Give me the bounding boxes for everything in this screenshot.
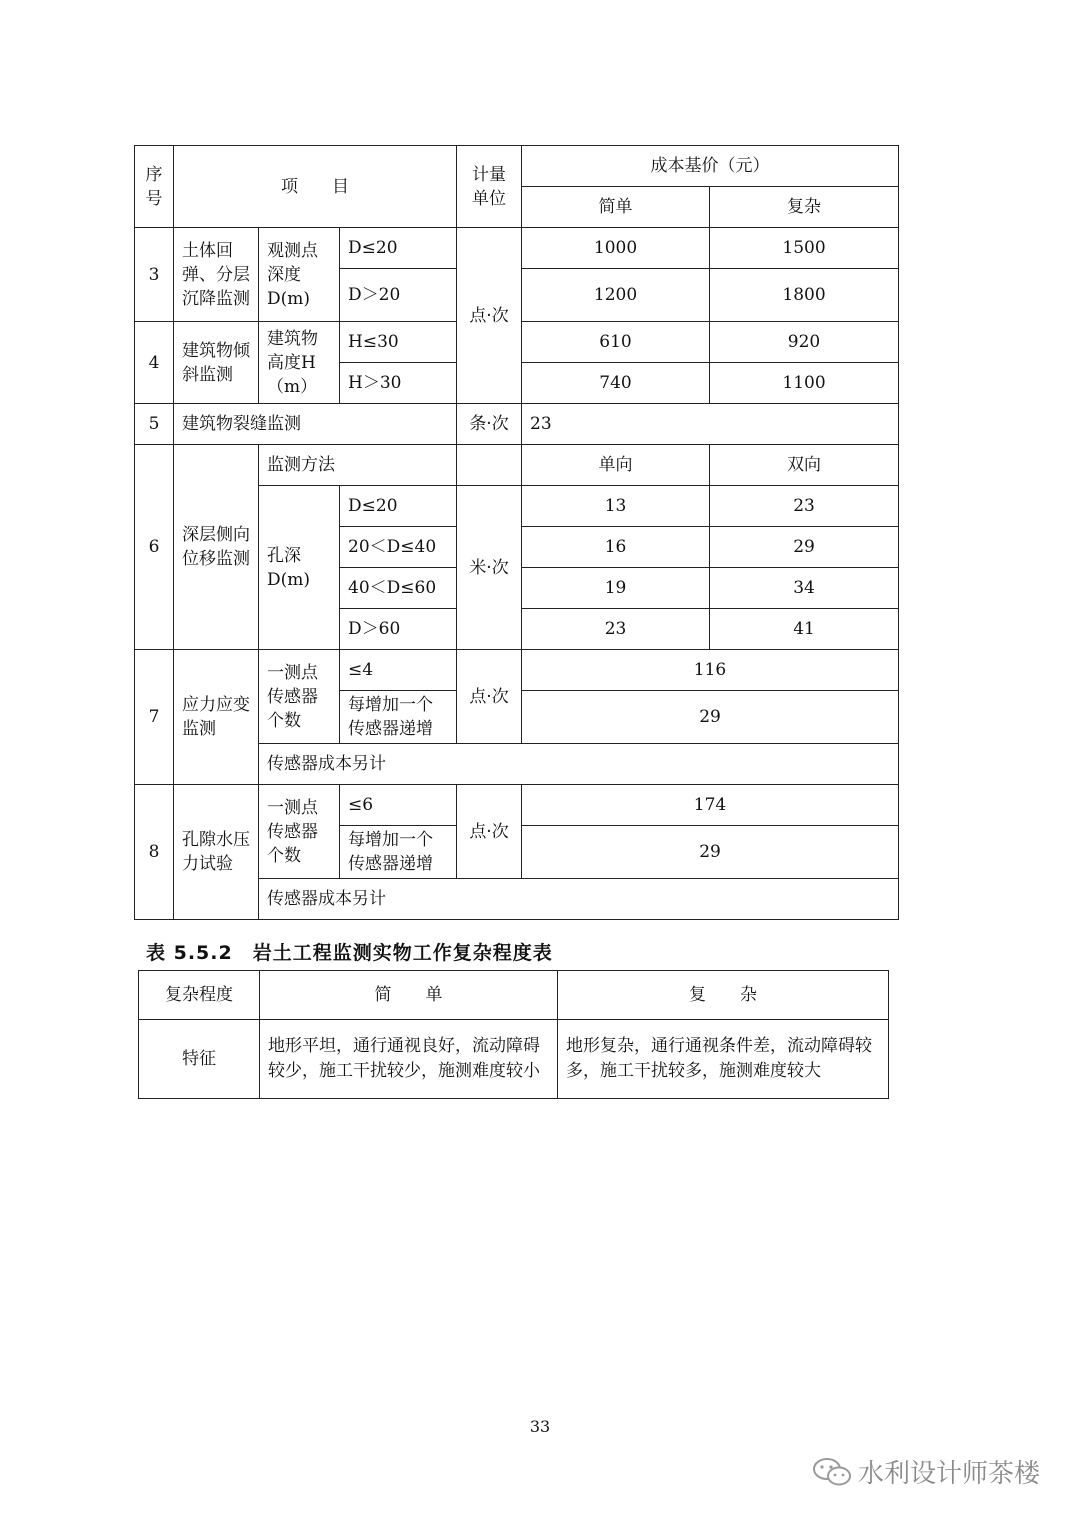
row7-param: 一测点传感器个数 [259, 650, 340, 744]
header-seq: 序号 [135, 146, 174, 228]
header-simple: 简单 [522, 187, 710, 228]
row3-param: 观测点深度D(m) [259, 228, 340, 322]
row5-seq: 5 [135, 404, 174, 445]
row3-4-unit: 点·次 [457, 228, 522, 404]
row7-seq: 7 [135, 650, 174, 785]
row6-item: 深层侧向位移监测 [174, 445, 259, 650]
table2-caption: 表 5.5.2 岩土工程监测实物工作复杂程度表 [146, 942, 553, 964]
row6-method-label: 监测方法 [259, 445, 457, 486]
header-item: 项 目 [174, 146, 457, 228]
row8-inc-cond: 每增加一个传感器递增 [340, 826, 457, 879]
row6-v1-1: 13 [522, 486, 710, 527]
row7-item: 应力应变监测 [174, 650, 259, 785]
watermark-text: 水利设计师茶楼 [858, 1459, 1041, 1489]
row3-cond-1: D≤20 [340, 228, 457, 269]
row8-inc-value: 29 [522, 826, 899, 879]
row7-inc-cond: 每增加一个传感器递增 [340, 691, 457, 744]
row3-simple-2: 1200 [522, 269, 710, 322]
row8-param: 一测点传感器个数 [259, 785, 340, 879]
header-complex: 复杂 [710, 187, 899, 228]
row5-value: 23 [522, 404, 899, 445]
row5-item: 建筑物裂缝监测 [174, 404, 457, 445]
t2-complex-text: 地形复杂，通行通视条件差，流动障碍较多，施工干扰较多，施测难度较大 [558, 1020, 889, 1099]
page-number: 33 [529, 1417, 551, 1436]
row7-inc-value: 29 [522, 691, 899, 744]
row4-item: 建筑物倾斜监测 [174, 322, 259, 404]
row6-cond-3: 40＜D≤60 [340, 568, 457, 609]
row8-base-cond: ≤6 [340, 785, 457, 826]
row6-unit: 米·次 [457, 486, 522, 650]
row4-cond-2: H＞30 [340, 363, 457, 404]
row6-v2-1: 23 [710, 486, 899, 527]
row7-unit: 点·次 [457, 650, 522, 744]
watermark [812, 1453, 1040, 1490]
row4-simple-2: 740 [522, 363, 710, 404]
row4-cond-1: H≤30 [340, 322, 457, 363]
row6-seq: 6 [135, 445, 174, 650]
row4-complex-1: 920 [710, 322, 899, 363]
header-unit: 计量单位 [457, 146, 522, 228]
row6-v2-3: 34 [710, 568, 899, 609]
row7-base-cond: ≤4 [340, 650, 457, 691]
row6-v2-2: 29 [710, 527, 899, 568]
row3-simple-1: 1000 [522, 228, 710, 269]
t2-header-complex: 复 杂 [558, 971, 889, 1020]
cost-table [134, 145, 899, 920]
row6-dir2: 双向 [710, 445, 899, 486]
row7-note: 传感器成本另计 [259, 744, 899, 785]
row5-unit: 条·次 [457, 404, 522, 445]
row6-v1-3: 19 [522, 568, 710, 609]
row7-base-value: 116 [522, 650, 899, 691]
row6-cond-2: 20＜D≤40 [340, 527, 457, 568]
t2-simple-text: 地形平坦，通行通视良好，流动障碍较少，施工干扰较少，施测难度较小 [260, 1020, 558, 1099]
row8-item: 孔隙水压力试验 [174, 785, 259, 920]
row6-v2-4: 41 [710, 609, 899, 650]
row6-unit-blank [457, 445, 522, 486]
row3-seq: 3 [135, 228, 174, 322]
row8-seq: 8 [135, 785, 174, 920]
row8-note: 传感器成本另计 [259, 879, 899, 920]
row8-base-value: 174 [522, 785, 899, 826]
row6-v1-4: 23 [522, 609, 710, 650]
row3-complex-1: 1500 [710, 228, 899, 269]
row3-complex-2: 1800 [710, 269, 899, 322]
row4-complex-2: 1100 [710, 363, 899, 404]
t2-feature-label: 特征 [139, 1020, 260, 1099]
header-price: 成本基价（元） [522, 146, 899, 187]
row6-cond-1: D≤20 [340, 486, 457, 527]
row6-param: 孔深D(m) [259, 486, 340, 650]
row8-unit: 点·次 [457, 785, 522, 879]
row4-simple-1: 610 [522, 322, 710, 363]
row6-dir1: 单向 [522, 445, 710, 486]
row4-seq: 4 [135, 322, 174, 404]
row4-param: 建筑物高度H（m） [259, 322, 340, 404]
row3-item: 土体回弹、分层沉降监测 [174, 228, 259, 322]
row6-v1-2: 16 [522, 527, 710, 568]
row6-cond-4: D＞60 [340, 609, 457, 650]
complexity-table [138, 970, 889, 1099]
row3-cond-2: D＞20 [340, 269, 457, 322]
t2-header-degree: 复杂程度 [139, 971, 260, 1020]
t2-header-simple: 简 单 [260, 971, 558, 1020]
wechat-icon [812, 1456, 852, 1488]
